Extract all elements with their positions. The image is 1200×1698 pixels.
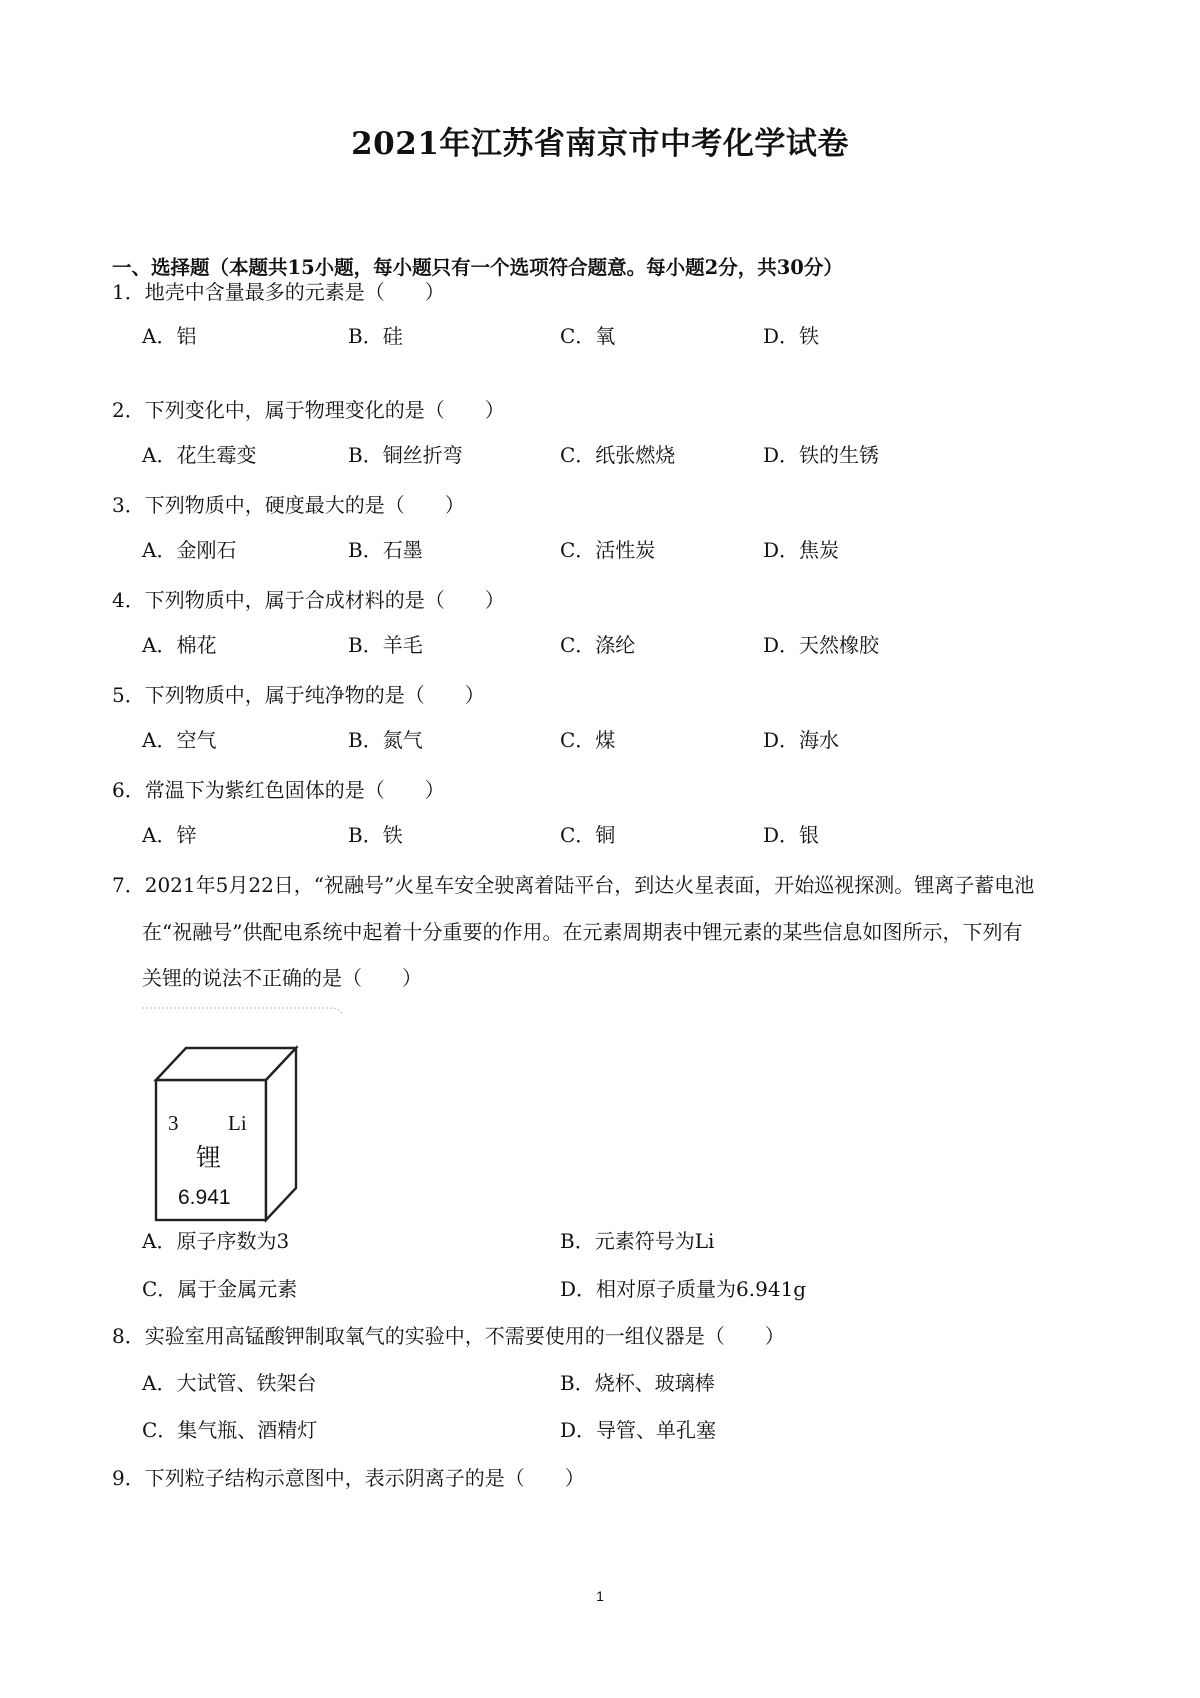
question-1-stem: 1．地壳中含量最多的元素是（ ） — [112, 280, 445, 304]
q8-option-b: B．烧杯、玻璃棒 — [560, 1371, 715, 1395]
element-name: 锂 — [196, 1143, 222, 1172]
figure-top-divider — [142, 1002, 342, 1016]
section-heading: 一、选择题（本题共15小题，每小题只有一个选项符合题意。每小题2分，共30分） — [112, 256, 843, 279]
question-3-stem: 3．下列物质中，硬度最大的是（ ） — [112, 493, 465, 517]
q3-option-d: D．焦炭 — [763, 538, 840, 562]
question-7-stem-line-2: 在“祝融号”供配电系统中起着十分重要的作用。在元素周期表中锂元素的某些信息如图所示，下列有 — [142, 920, 1023, 944]
q7-option-a: A．原子序数为3 — [142, 1229, 290, 1253]
q7-option-d: D．相对原子质量为6.941g — [560, 1277, 807, 1301]
q4-option-c: C．涤纶 — [560, 633, 636, 657]
q5-option-c: C．煤 — [560, 728, 616, 752]
page-title: 2021年江苏省南京市中考化学试卷 — [351, 126, 849, 162]
lithium-element-cube — [150, 1040, 360, 1240]
q1-option-c: C．氧 — [560, 324, 616, 348]
q8-option-a: A．大试管、铁架台 — [142, 1371, 317, 1395]
q4-option-b: B．羊毛 — [348, 633, 423, 657]
q6-option-d: D．银 — [763, 823, 820, 847]
question-2-stem: 2．下列变化中，属于物理变化的是（ ） — [112, 398, 505, 422]
element-atomic-mass: 6.941 — [178, 1186, 231, 1209]
q2-option-b: B．铜丝折弯 — [348, 443, 463, 467]
q5-option-b: B．氮气 — [348, 728, 423, 752]
q4-option-d: D．天然橡胶 — [763, 633, 880, 657]
question-5-stem: 5．下列物质中，属于纯净物的是（ ） — [112, 683, 485, 707]
q6-option-b: B．铁 — [348, 823, 403, 847]
q3-option-c: C．活性炭 — [560, 538, 656, 562]
q5-option-d: D．海水 — [763, 728, 840, 752]
element-symbol: Li — [228, 1111, 247, 1135]
q3-option-b: B．石墨 — [348, 538, 423, 562]
q7-option-c: C．属于金属元素 — [142, 1277, 298, 1301]
question-8-stem: 8．实验室用高锰酸钾制取氧气的实验中，不需要使用的一组仪器是（ ） — [112, 1324, 785, 1348]
question-7-stem-line-1: 7．2021年5月22日，“祝融号”火星车安全驶离着陆平台，到达火星表面，开始巡视探测。锂离子蓄电池 — [112, 873, 1035, 897]
page-number: 1 — [596, 1588, 604, 1604]
q1-option-a: A．铝 — [142, 324, 197, 348]
q2-option-c: C．纸张燃烧 — [560, 443, 676, 467]
element-atomic-number: 3 — [168, 1111, 179, 1135]
q2-option-d: D．铁的生锈 — [763, 443, 880, 467]
q1-option-b: B．硅 — [348, 324, 403, 348]
q7-option-b: B．元素符号为Li — [560, 1229, 715, 1253]
question-9-stem: 9．下列粒子结构示意图中，表示阴离子的是（ ） — [112, 1466, 585, 1490]
q4-option-a: A．棉花 — [142, 633, 217, 657]
q1-option-d: D．铁 — [763, 324, 820, 348]
question-4-stem: 4．下列物质中，属于合成材料的是（ ） — [112, 588, 505, 612]
question-6-stem: 6．常温下为紫红色固体的是（ ） — [112, 778, 445, 802]
q8-option-d: D．导管、单孔塞 — [560, 1418, 717, 1442]
q3-option-a: A．金刚石 — [142, 538, 237, 562]
question-7-stem-line-3: 关锂的说法不正确的是（ ） — [142, 966, 422, 990]
q2-option-a: A．花生霉变 — [142, 443, 257, 467]
q8-option-c: C．集气瓶、酒精灯 — [142, 1418, 318, 1442]
q5-option-a: A．空气 — [142, 728, 217, 752]
q6-option-a: A．锌 — [142, 823, 197, 847]
q6-option-c: C．铜 — [560, 823, 616, 847]
